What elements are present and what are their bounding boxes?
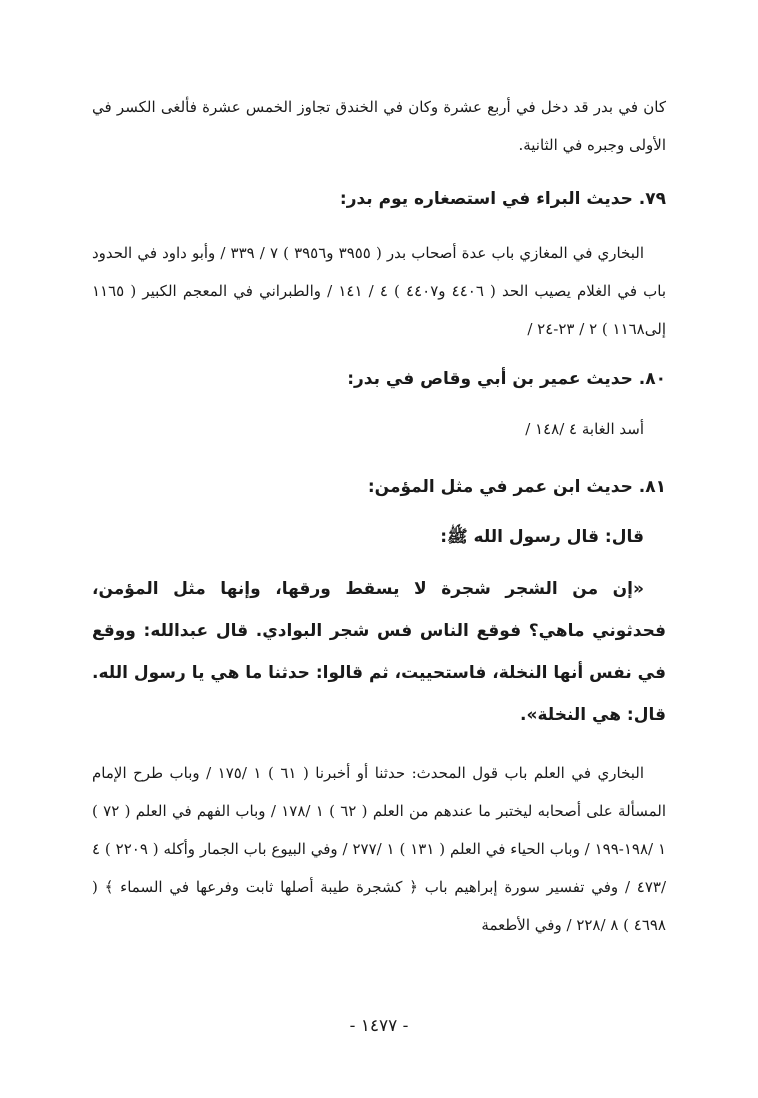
heading-81-subtitle: قال: قال رسول الله ﷺ: (440, 527, 644, 547)
heading-81: ٨١. حديث ابن عمر في مثل المؤمن: (367, 477, 666, 497)
paragraph-81-references: البخاري في العلم باب قول المحدث: حدثنا أو أخبرنا ( ٦١ ) ١ /١٧٥ / وباب طرح الإمام المسألة على أصحابه ليختبر ما عندهم من العلم ( ٦٢ ) ١ /١٧٨ / وباب الفهم في العلم ( ٧٢ ) ١ /١٩٨-١٩٩ / وباب الحياء في العلم ( ١٣١ ) ١ /٢٧٧ / وفي البيوع باب الجمار وأكله ( ٢٢٠٩ ) ٤ /٤٧٣ / وفي تفسير سورة إبراهيم باب ﴿ كشجرة طيبة أصلها ثابت وفرعها في السماء ﴾ ( ٤٦٩٨ ) ٨ /٢٢٨ / وفي الأطعمة (92, 764, 667, 934)
hadith-quote: «إن من الشجر شجرة لا يسقط ورقها، وإنها مثل المؤمن، فحدثوني ماهي؟ فوقع الناس فس شجر البوادي. قال عبدالله: ووقع في نفس أنها النخلة، فاستحييت، ثم قالوا: حدثنا ما هي يا رسول الله. قال: هي النخلة». (92, 579, 666, 725)
paragraph-79: البخاري في المغازي باب عدة أصحاب بدر ( ٣٩٥٥ و٣٩٥٦ ) ٧ / ٣٣٩ / وأبو داود في الحدود باب في الغلام يصيب الحد ( ٤٤٠٦ و٤٤٠٧ ) ٤ / ١٤١ / والطبراني في المعجم الكبير ( ١١٦٥ إلى١١٦٨ ) ٢ / ٢٣-٢٤ / (92, 244, 667, 338)
paragraph-80: أسد الغابة ٤ /١٤٨ / (525, 420, 644, 438)
intro-paragraph: كان في بدر قد دخل في أربع عشرة وكان في الخندق تجاوز الخمس عشرة فألغى الكسر في الأولى وجبره في الثانية. (92, 98, 666, 154)
heading-79: ٧٩. حديث البراء في استصغاره يوم بدر: (339, 189, 666, 209)
heading-80: ٨٠. حديث عمير بن أبي وقاص في بدر: (347, 369, 666, 389)
page-number: - ١٤٧٧ - (349, 1016, 409, 1036)
